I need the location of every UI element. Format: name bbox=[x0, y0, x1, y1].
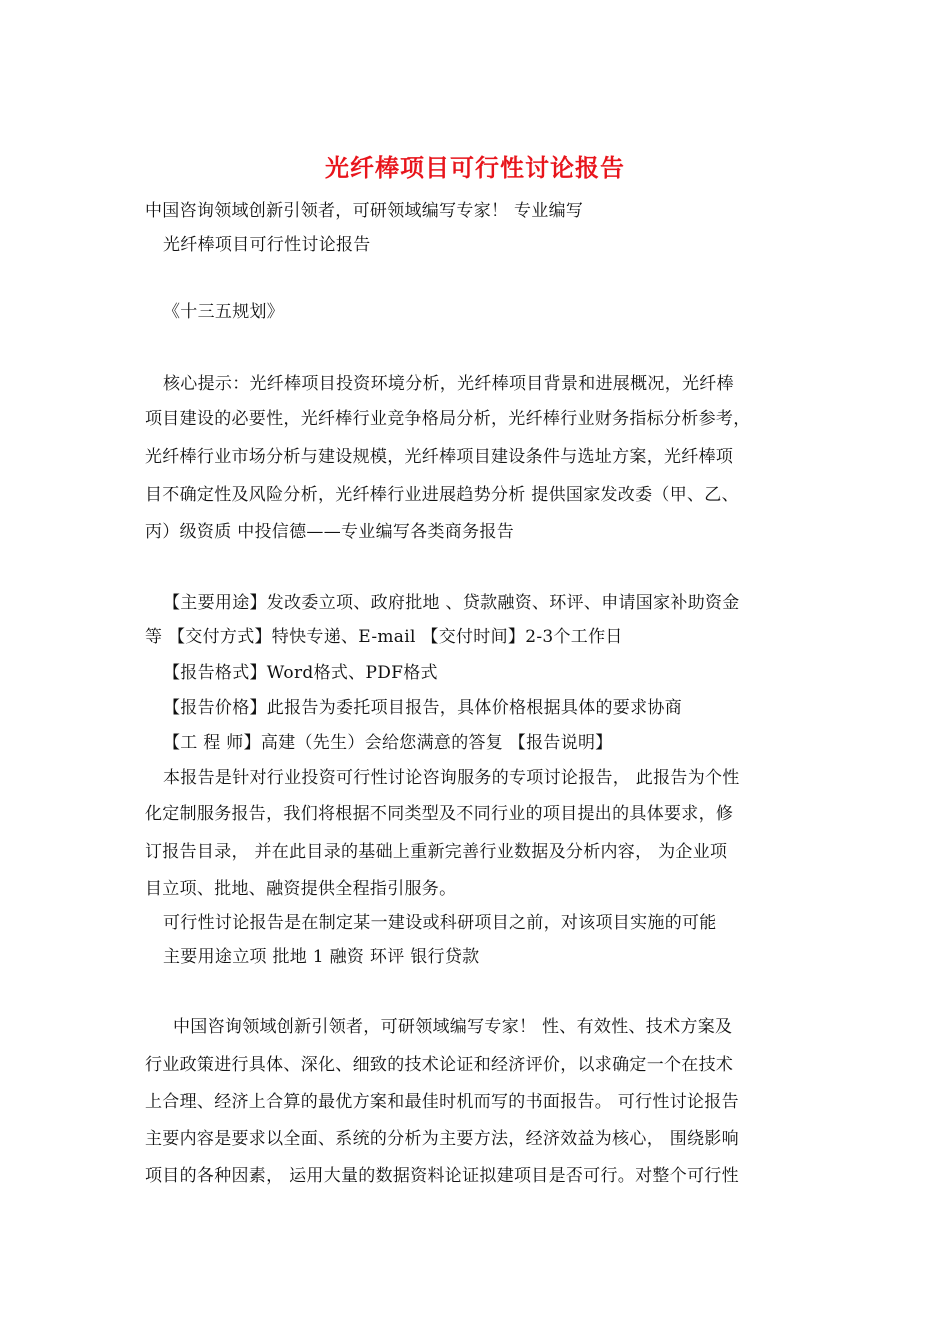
tagline: 中国咨询领域创新引领者，可研领域编写专家！ 专业编写 bbox=[145, 201, 584, 221]
plan-label: 《十三五规划》 bbox=[163, 302, 285, 322]
subtitle: 光纤棒项目可行性讨论报告 bbox=[163, 235, 371, 255]
info-line: 【主要用途】发改委立项、政府批地 、贷款融资、环评、申请国家补助资金 bbox=[163, 593, 740, 613]
info-line: 【报告价格】此报告为委托项目报告，具体价格根据具体的要求协商 bbox=[163, 698, 682, 718]
body-line: 上合理、经济上合算的最优方案和最佳时机而写的书面报告。 可行性讨论报告 bbox=[145, 1092, 739, 1112]
core-line: 项目建设的必要性，光纤棒行业竞争格局分析，光纤棒行业财务指标分析参考， bbox=[145, 409, 751, 429]
desc-line: 化定制服务报告，我们将根据不同类型及不同行业的项目提出的具体要求，修 bbox=[145, 804, 734, 824]
desc-line: 目立项、批地、融资提供全程指引服务。 bbox=[145, 879, 457, 899]
desc-line: 本报告是针对行业投资可行性讨论咨询服务的专项讨论报告， 此报告为个性 bbox=[163, 768, 740, 788]
body-line: 中国咨询领域创新引领者，可研领域编写专家！ 性、有效性、技术方案及 bbox=[173, 1017, 733, 1037]
uses-line: 主要用途立项 批地 1 融资 环评 银行贷款 bbox=[163, 947, 480, 967]
core-line: 光纤棒行业市场分析与建设规模，光纤棒项目建设条件与选址方案，光纤棒项 bbox=[145, 447, 734, 467]
info-line: 【工 程 师】高建（先生）会给您满意的答复 【报告说明】 bbox=[163, 733, 613, 753]
body-line: 项目的各种因素， 运用大量的数据资料论证拟建项目是否可行。对整个可行性 bbox=[145, 1166, 739, 1186]
feasible-line: 可行性讨论报告是在制定某一建设或科研项目之前，对该项目实施的可能 bbox=[163, 913, 717, 933]
info-line: 【报告格式】Word格式、PDF格式 bbox=[163, 663, 438, 683]
core-line: 丙）级资质 中投信德——专业编写各类商务报告 bbox=[145, 522, 515, 542]
body-line: 主要内容是要求以全面、系统的分析为主要方法，经济效益为核心， 围绕影响 bbox=[145, 1129, 739, 1149]
desc-line: 订报告目录， 并在此目录的基础上重新完善行业数据及分析内容， 为企业项 bbox=[145, 842, 728, 862]
document-title: 光纤棒项目可行性讨论报告 bbox=[325, 153, 625, 182]
info-line: 等 【交付方式】特快专递、E-mail 【交付时间】2-3个工作日 bbox=[145, 627, 623, 647]
core-line: 核心提示：光纤棒项目投资环境分析，光纤棒项目背景和进展概况，光纤棒 bbox=[163, 374, 734, 394]
core-line: 目不确定性及风险分析，光纤棒行业进展趋势分析 提供国家发改委（甲、乙、 bbox=[145, 485, 739, 505]
body-line: 行业政策进行具体、深化、细致的技术论证和经济评价，以求确定一个在技术 bbox=[145, 1055, 734, 1075]
